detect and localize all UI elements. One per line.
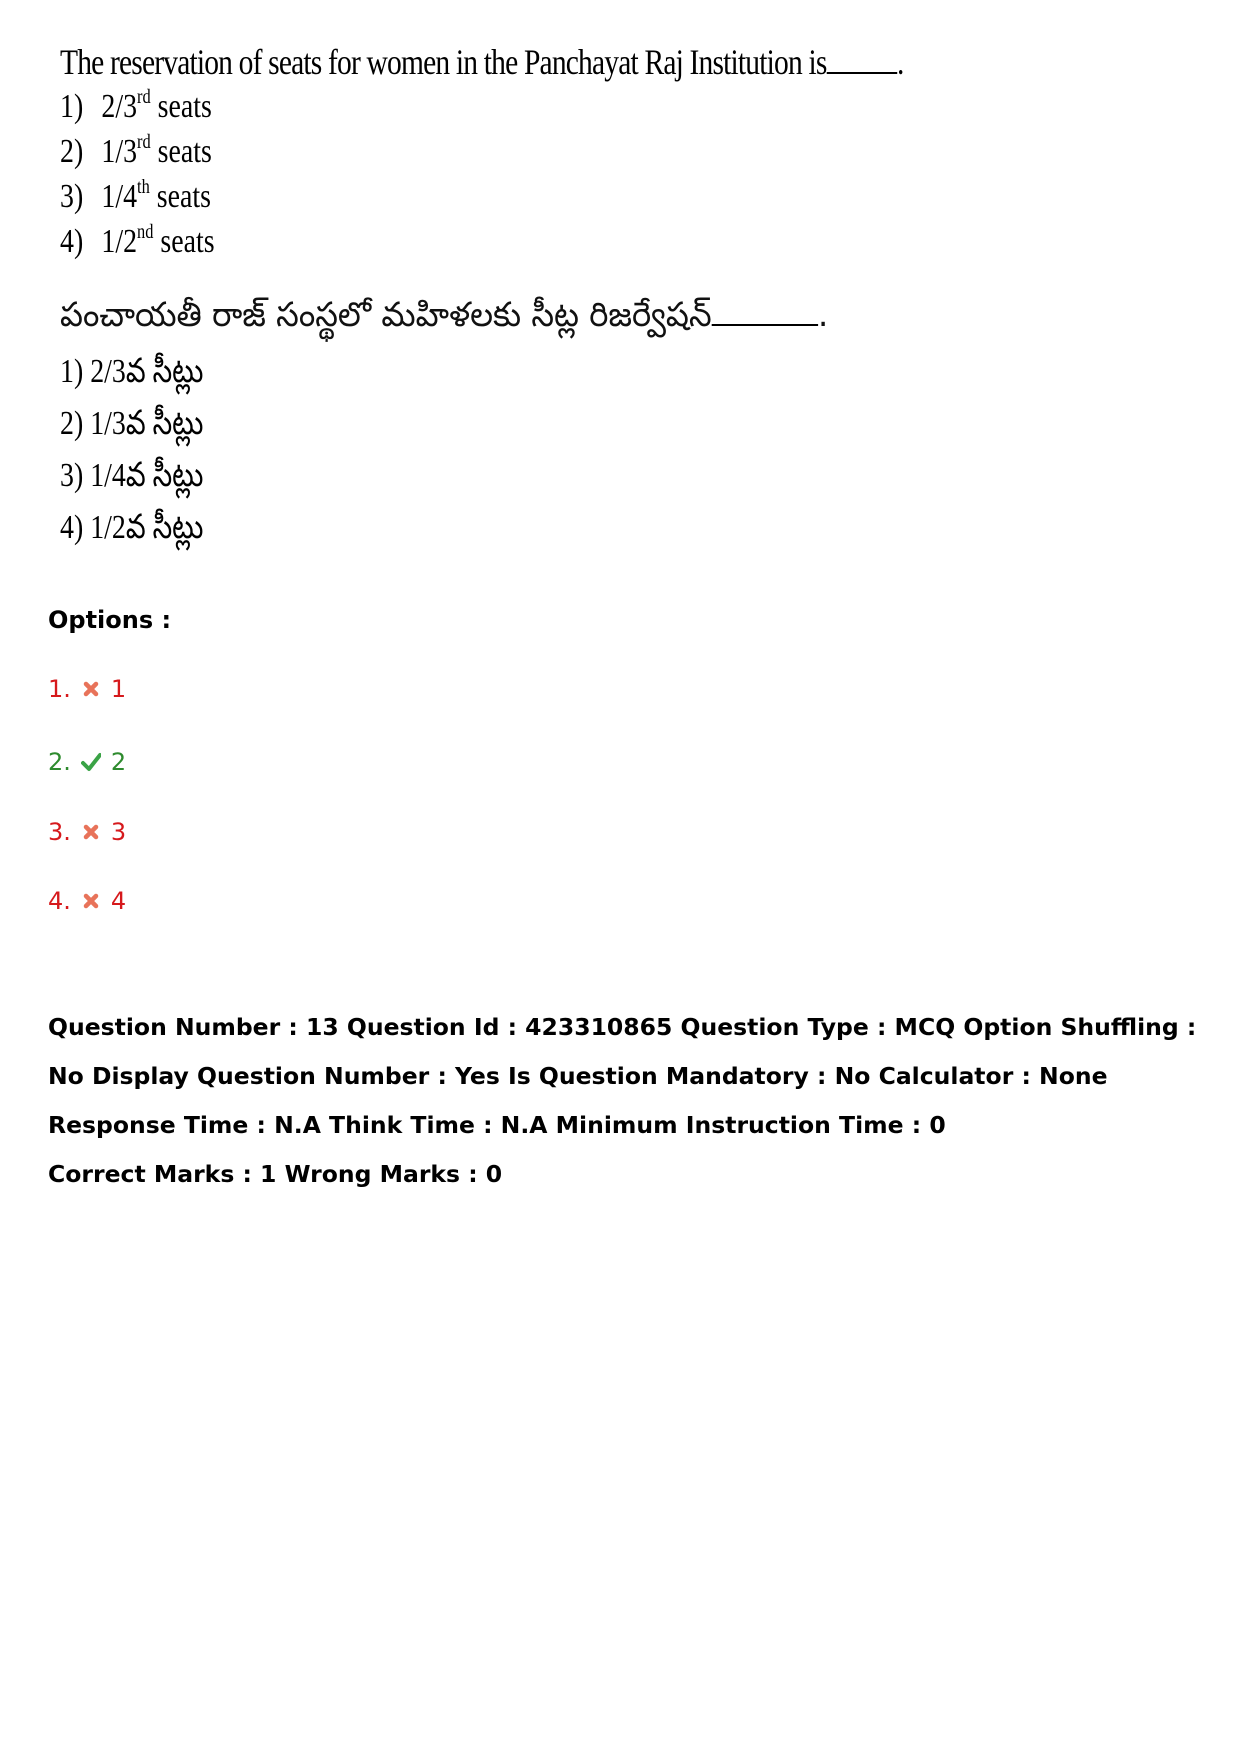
english-option-1: 1) 2/3rd seats	[60, 86, 212, 125]
telugu-option-4: 4) 1/2వ సీట్లు	[60, 509, 204, 546]
telugu-option-2: 2) 1/3వ సీట్లు	[60, 405, 204, 442]
options-label: Options :	[48, 606, 172, 634]
answer-blank-telugu	[712, 296, 818, 326]
option-value: 2	[110, 748, 127, 776]
option-number: 1.	[48, 675, 71, 703]
option-number: 4.	[48, 887, 71, 915]
question-image	[60, 40, 960, 554]
cross-icon	[81, 891, 101, 911]
option-3	[48, 818, 126, 846]
option-value: 3	[110, 818, 127, 846]
check-icon	[81, 752, 101, 772]
cross-icon	[81, 822, 101, 842]
english-option-3: 3) 1/4th seats	[60, 176, 211, 215]
question-stem-telugu: పంచాయతీ రాజ్ సంస్థలో మహిళలకు సీట్ల రిజర్వేషన్ .	[60, 295, 829, 335]
option-4	[48, 887, 126, 915]
option-2	[48, 748, 126, 776]
question-stem-english: The reservation of seats for women in the Panchayat Raj Institution is .	[60, 42, 904, 82]
cross-icon	[81, 679, 101, 699]
question-meta: Question Number : 13 Question Id : 423310865 Question Type : MCQ Option Shuffling : No Display Question Number : Yes Is Question Mandatory : No Calculator : None Response Time : N.A Think Time : N.A Minimum Instruction Time : 0	[48, 1013, 1197, 1139]
marks-info: Correct Marks : 1 Wrong Marks : 0	[48, 1160, 503, 1188]
telugu-option-1: 1) 2/3వ సీట్లు	[60, 353, 204, 390]
option-value: 4	[110, 887, 127, 915]
english-option-2: 2) 1/3rd seats	[60, 131, 212, 170]
option-1	[48, 675, 126, 703]
option-number: 2.	[48, 748, 71, 776]
telugu-option-3: 3) 1/4వ సీట్లు	[60, 457, 204, 494]
option-number: 3.	[48, 818, 71, 846]
answer-blank	[826, 44, 897, 74]
english-option-4: 4) 1/2nd seats	[60, 221, 215, 260]
option-value: 1	[110, 675, 127, 703]
